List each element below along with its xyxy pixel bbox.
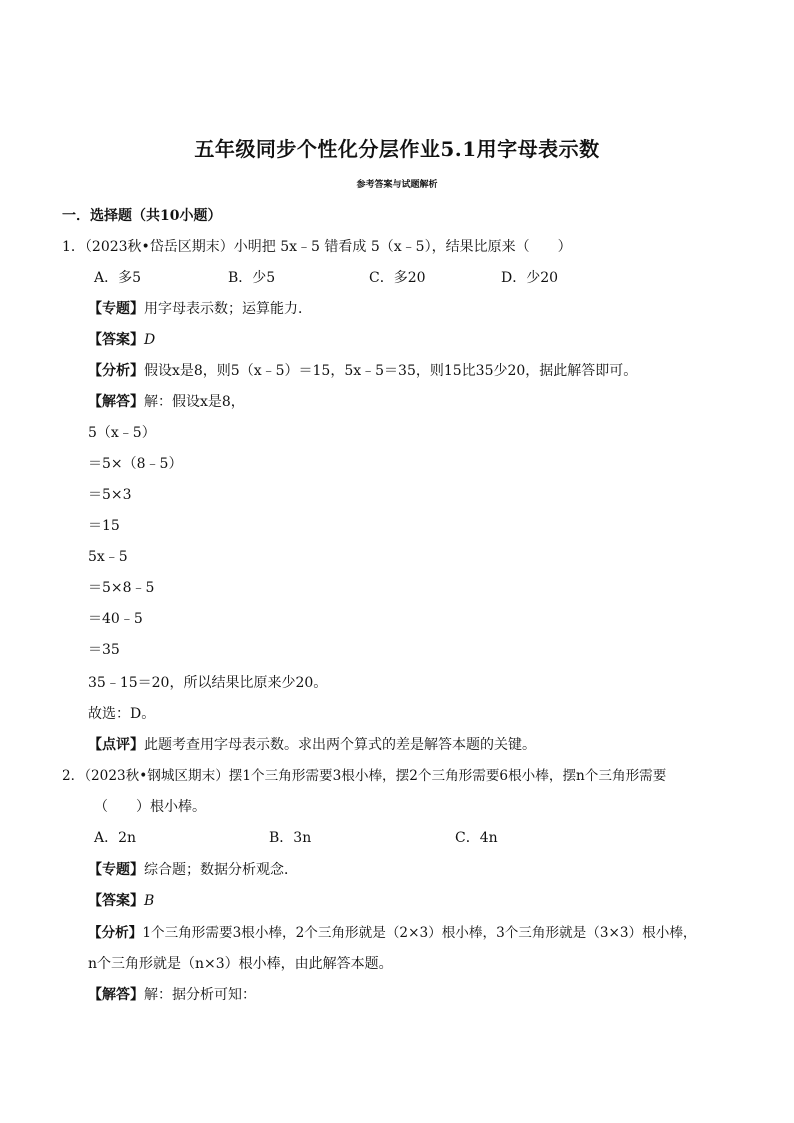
- q2-topic-tag: 【专题】: [88, 862, 144, 878]
- q1-comment-row: [88, 735, 536, 755]
- q2-answer: B: [144, 893, 155, 909]
- q1-option-b: B．少5: [228, 270, 276, 286]
- q2-topic-row: [88, 860, 298, 880]
- q1-step: 35﹣15＝20，所以结果比原来少20。: [88, 675, 328, 691]
- q1-analysis-tag: 【分析】: [88, 363, 144, 379]
- q2-analysis-row: [88, 923, 697, 943]
- q2-analysis-line1: 1个三角形需要3根小棒，2个三角形就是（2×3）根小棒，3个三角形就是（3×3）根小棒，: [142, 925, 697, 941]
- q1-step: ＝5×8﹣5: [88, 580, 155, 596]
- q1-stem: 1．（2023秋•岱岳区期末）小明把 5x﹣5 错看成 5（x﹣5），结果比原来（ ）: [62, 239, 572, 255]
- q1-option-a: A．多5: [94, 270, 142, 286]
- q1-step: ＝15: [88, 518, 120, 534]
- section-heading: 一．选择题（共10小题）: [62, 208, 222, 224]
- q2-analysis-line2: n个三角形就是（n×3）根小棒，由此解答本题。: [88, 956, 393, 972]
- q2-topic: 综合题；数据分析观念．: [144, 862, 298, 878]
- q2-option-b: B．3n: [269, 830, 312, 846]
- q1-topic-tag: 【专题】: [88, 301, 144, 317]
- q1-option-c: C．多20: [369, 270, 426, 286]
- q2-option-a: A．2n: [94, 830, 137, 846]
- q1-step: 5（x﹣5）: [88, 425, 156, 441]
- q2-solution: 解：据分析可知：: [144, 987, 256, 1003]
- q1-solution: 解：假设x是8，: [144, 394, 245, 410]
- q1-answer-row: [88, 330, 155, 350]
- q1-comment-tag: 【点评】: [88, 737, 144, 753]
- q1-step: ＝35: [88, 642, 120, 658]
- q1-solution-tag: 【解答】: [88, 394, 144, 410]
- q2-answer-tag: 【答案】: [88, 893, 144, 909]
- q1-topic-row: [88, 299, 312, 319]
- q1-analysis-row: [88, 361, 637, 381]
- page-subtitle: 参考答案与试题解析: [356, 180, 438, 190]
- q2-analysis-tag: 【分析】: [88, 925, 143, 941]
- page-title: 五年级同步个性化分层作业5.1用字母表示数: [194, 137, 600, 161]
- q1-step: ＝5×（8﹣5）: [88, 456, 183, 472]
- q1-comment: 此题考查用字母表示数。求出两个算式的差是解答本题的关键。: [144, 737, 536, 753]
- q1-step: ＝5×3: [88, 487, 132, 503]
- q1-step: ＝40﹣5: [88, 611, 143, 627]
- q2-solution-row: [88, 985, 256, 1005]
- q1-conclusion: 故选：D。: [88, 706, 156, 722]
- q2-stem-line1: 2．（2023秋•钢城区期末）摆1个三角形需要3根小棒，摆2个三角形需要6根小棒，摆n个三角形需要: [62, 768, 667, 784]
- q2-stem-line2: （ ）根小棒。: [94, 799, 206, 815]
- q2-answer-row: [88, 891, 154, 911]
- q1-topic: 用字母表示数；运算能力．: [144, 301, 312, 317]
- q1-answer: D: [144, 332, 156, 348]
- q1-analysis: 假设x是8，则5（x﹣5）＝15，5x﹣5＝35，则15比35少20，据此解答即可。: [144, 363, 638, 379]
- q1-solution-row: [88, 392, 245, 412]
- q1-answer-tag: 【答案】: [88, 332, 144, 348]
- q2-solution-tag: 【解答】: [88, 987, 144, 1003]
- q1-option-d: D．少20: [501, 270, 559, 286]
- q2-option-c: C．4n: [455, 830, 498, 846]
- q1-step: 5x﹣5: [88, 549, 128, 565]
